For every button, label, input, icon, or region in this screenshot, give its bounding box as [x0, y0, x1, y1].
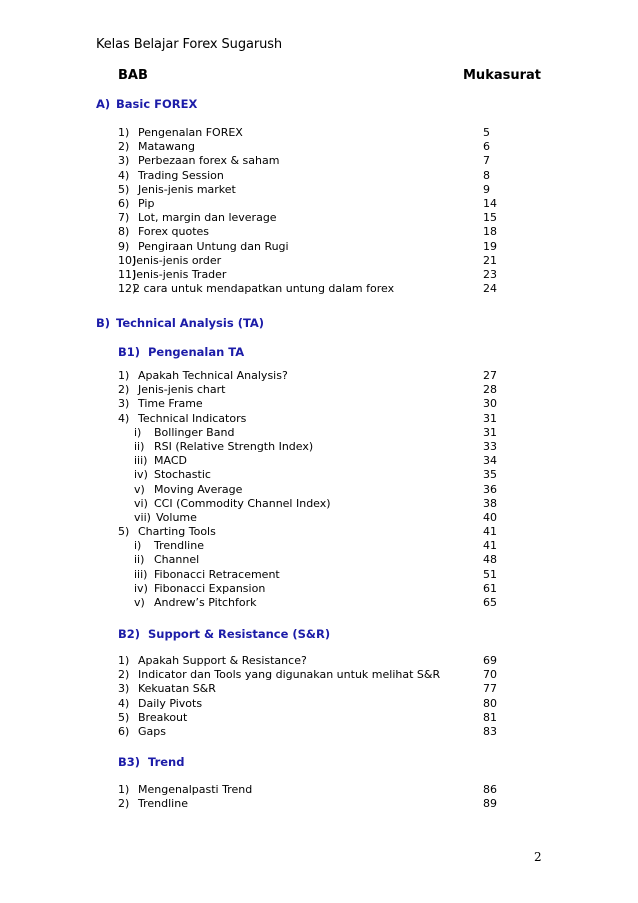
item-title: MACD	[154, 454, 187, 468]
item-page: 5	[483, 126, 490, 139]
item-page: 51	[483, 567, 497, 581]
toc-subrow	[118, 539, 498, 553]
subsection-label: B1)	[118, 345, 141, 359]
toc-row	[118, 183, 498, 197]
section-title: Basic FOREX	[116, 97, 198, 111]
toc-subrow	[118, 454, 498, 468]
toc-subrow	[118, 426, 498, 440]
toc-row	[118, 682, 498, 696]
item-title: Mengenalpasti Trend	[138, 783, 253, 796]
item-page: 89	[483, 797, 497, 811]
item-title: Trendline	[154, 539, 204, 553]
toc-row	[118, 140, 498, 154]
toc-row	[118, 397, 498, 411]
subsection-b1-heading	[118, 345, 244, 359]
toc-row	[118, 697, 498, 711]
item-number: 5)	[118, 525, 130, 539]
toc-row	[118, 797, 498, 811]
toc-subrow	[118, 596, 498, 610]
item-page: 23	[483, 267, 497, 281]
toc-row	[118, 240, 498, 254]
item-page: 38	[483, 496, 497, 510]
toc-row	[118, 725, 498, 739]
item-page: 61	[483, 581, 497, 595]
item-title: Lot, margin dan leverage	[138, 211, 277, 225]
toc-row	[118, 211, 498, 225]
subsection-label: B2)	[118, 627, 141, 641]
item-title: Volume	[156, 510, 197, 524]
item-number: 9)	[118, 239, 130, 253]
item-title: Jenis-jenis Trader	[133, 267, 227, 281]
item-title: Charting Tools	[138, 525, 216, 539]
item-number: 5)	[118, 182, 130, 196]
toc-row	[118, 126, 498, 140]
subsection-b3-heading	[118, 755, 184, 769]
toc-row	[118, 654, 498, 668]
page-header: Kelas Belajar Forex Sugarush	[96, 37, 283, 52]
toc-list-b2	[118, 654, 498, 739]
item-number: 4)	[118, 696, 130, 710]
toc-subrow	[118, 468, 498, 482]
toc-row	[118, 711, 498, 725]
item-page: 33	[483, 439, 497, 453]
item-number: iii)	[134, 567, 148, 581]
item-number: ii)	[134, 553, 145, 567]
toc-subrow	[118, 483, 498, 497]
item-title: RSI (Relative Strength Index)	[154, 439, 314, 453]
item-title: Apakah Support & Resistance?	[138, 654, 307, 667]
subsection-title: Pengenalan TA	[148, 345, 245, 359]
toc-subrow	[118, 511, 498, 525]
item-number: 4)	[118, 411, 130, 425]
item-number: 12)	[118, 282, 137, 296]
toc-row	[118, 169, 498, 183]
item-title: Apakah Technical Analysis?	[138, 369, 288, 382]
item-title: Jenis-jenis chart	[138, 383, 226, 397]
item-page: 40	[483, 510, 497, 524]
item-number: ii)	[134, 439, 145, 453]
item-number: iv)	[134, 581, 148, 595]
item-page: 6	[483, 140, 490, 154]
item-title: Daily Pivots	[138, 696, 203, 710]
subsection-title: Trend	[148, 755, 185, 769]
item-title: Forex quotes	[138, 225, 210, 239]
item-page: 80	[483, 696, 497, 710]
item-number: iii)	[134, 454, 148, 468]
item-number: 6)	[118, 196, 130, 210]
toc-list-b3	[118, 783, 498, 811]
toc-row	[118, 525, 498, 539]
item-page: 48	[483, 553, 497, 567]
subsection-title: Support & Resistance (S&R)	[148, 627, 331, 641]
item-page: 30	[483, 397, 497, 411]
item-title: Matawang	[138, 140, 195, 154]
item-title: Pengiraan Untung dan Rugi	[138, 239, 289, 253]
item-page: 36	[483, 482, 497, 496]
item-title: Channel	[154, 553, 200, 567]
item-title: Breakout	[138, 710, 188, 724]
section-b-heading	[96, 316, 264, 330]
item-number: 1)	[118, 654, 130, 667]
column-heading-mukasurat: Mukasurat	[463, 68, 541, 83]
item-page: 28	[483, 383, 497, 397]
item-page: 19	[483, 239, 497, 253]
item-number: iv)	[134, 468, 148, 482]
item-number: 10)	[118, 253, 137, 267]
item-number: 2)	[118, 797, 130, 811]
item-title: Pengenalan FOREX	[138, 126, 243, 139]
item-number: 6)	[118, 724, 130, 738]
section-a-heading	[96, 97, 197, 111]
toc-list-b1	[118, 369, 498, 610]
item-page: 18	[483, 225, 497, 239]
item-page: 15	[483, 211, 497, 225]
item-title: Moving Average	[154, 482, 243, 496]
item-page: 31	[483, 411, 497, 425]
toc-row	[118, 412, 498, 426]
item-title: Indicator dan Tools yang digunakan untuk melihat S&R	[138, 668, 441, 682]
item-title: Fibonacci Retracement	[154, 567, 280, 581]
toc-row	[118, 225, 498, 239]
item-title: Trendline	[138, 797, 188, 811]
item-title: Gaps	[138, 724, 166, 738]
toc-row	[118, 783, 498, 797]
item-number: i)	[134, 425, 142, 439]
item-number: 8)	[118, 225, 130, 239]
toc-subrow	[118, 582, 498, 596]
toc-row	[118, 383, 498, 397]
item-page: 27	[483, 369, 497, 382]
item-title: Fibonacci Expansion	[154, 581, 266, 595]
subsection-b2-heading	[118, 627, 330, 641]
item-page: 65	[483, 596, 497, 609]
toc-row	[118, 369, 498, 383]
toc-row	[118, 154, 498, 168]
subsection-label: B3)	[118, 755, 141, 769]
item-page: 35	[483, 468, 497, 482]
section-letter: A)	[96, 97, 111, 111]
item-number: 5)	[118, 710, 130, 724]
item-page: 9	[483, 182, 490, 196]
item-number: 11)	[118, 267, 137, 281]
item-title: Technical Indicators	[138, 411, 247, 425]
item-page: 86	[483, 783, 497, 796]
item-title: Jenis-jenis market	[138, 182, 236, 196]
toc-subrow	[118, 440, 498, 454]
item-page: 69	[483, 654, 497, 667]
item-number: 2)	[118, 668, 130, 682]
item-number: 1)	[118, 369, 130, 382]
item-number: 4)	[118, 168, 130, 182]
toc-subrow	[118, 497, 498, 511]
item-title: Andrew’s Pitchfork	[154, 596, 257, 609]
item-number: v)	[134, 596, 145, 609]
item-page: 41	[483, 525, 497, 539]
item-number: 1)	[118, 126, 130, 139]
item-title: CCI (Commodity Channel Index)	[154, 496, 331, 510]
item-page: 24	[483, 282, 497, 296]
toc-row	[118, 282, 498, 296]
item-number: 3)	[118, 397, 130, 411]
toc-row	[118, 268, 498, 282]
item-number: 3)	[118, 154, 130, 168]
item-title: Jenis-jenis order	[133, 253, 222, 267]
item-page: 81	[483, 710, 497, 724]
item-number: v)	[134, 482, 145, 496]
section-title: Technical Analysis (TA)	[116, 316, 265, 330]
item-number: 1)	[118, 783, 130, 796]
item-title: 2 cara untuk mendapatkan untung dalam forex	[133, 282, 395, 296]
item-page: 14	[483, 196, 497, 210]
item-number: 2)	[118, 383, 130, 397]
item-page: 21	[483, 253, 497, 267]
item-number: vi)	[134, 496, 148, 510]
item-number: 2)	[118, 140, 130, 154]
item-title: Stochastic	[154, 468, 211, 482]
item-title: Time Frame	[138, 397, 203, 411]
toc-subrow	[118, 553, 498, 567]
toc-subrow	[118, 568, 498, 582]
item-number: i)	[134, 539, 142, 553]
toc-row	[118, 254, 498, 268]
item-page: 77	[483, 682, 497, 696]
item-title: Kekuatan S&R	[138, 682, 216, 696]
column-heading-bab: BAB	[118, 68, 148, 83]
toc-row	[118, 197, 498, 211]
item-page: 31	[483, 425, 497, 439]
section-letter: B)	[96, 316, 111, 330]
item-page: 34	[483, 454, 497, 468]
item-number: vii)	[134, 510, 151, 524]
item-number: 7)	[118, 211, 130, 225]
item-title: Perbezaan forex & saham	[138, 154, 280, 168]
item-page: 41	[483, 539, 497, 553]
item-page: 83	[483, 724, 497, 738]
toc-row	[118, 668, 498, 682]
item-title: Bollinger Band	[154, 425, 235, 439]
item-number: 3)	[118, 682, 130, 696]
page-number: 2	[534, 850, 542, 864]
item-title: Trading Session	[138, 168, 224, 182]
item-page: 7	[483, 154, 490, 168]
item-page: 8	[483, 168, 490, 182]
item-page: 70	[483, 668, 497, 682]
toc-list-a	[118, 126, 498, 296]
item-title: Pip	[138, 196, 155, 210]
